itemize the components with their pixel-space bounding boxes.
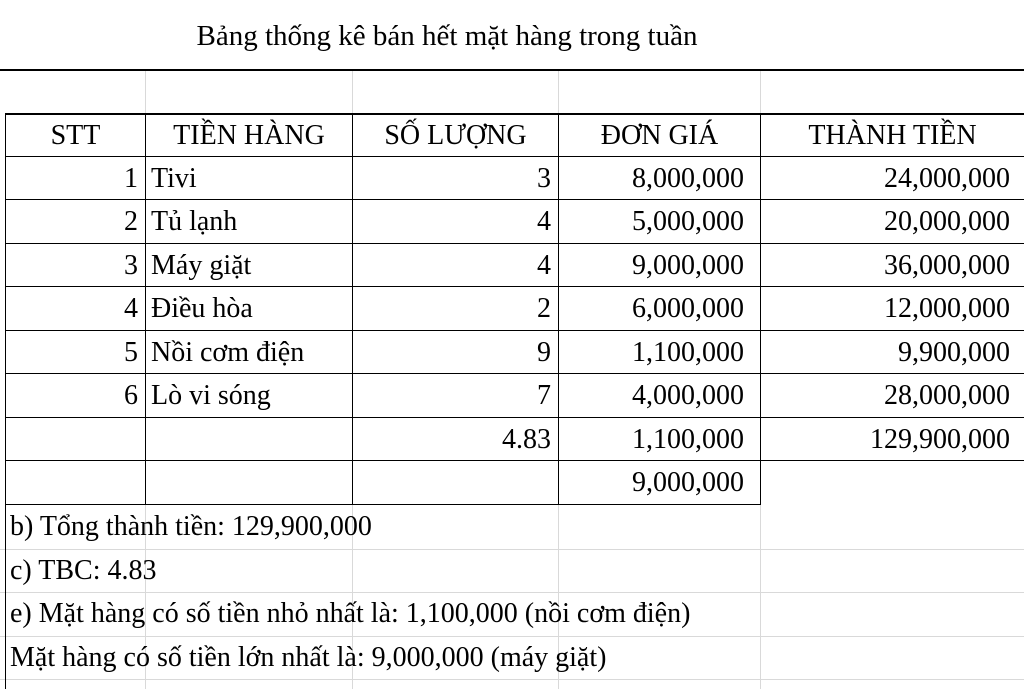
cell-min-price[interactable]: 1,100,000 (632, 424, 744, 455)
title-underline (0, 69, 1024, 71)
cell-so-luong[interactable]: 9 (537, 337, 551, 368)
sheet-title: Bảng thống kê bán hết mặt hàng trong tuần (196, 20, 698, 52)
grid-line (0, 679, 1024, 680)
header-thanh-tien: THÀNH TIỀN (808, 120, 977, 151)
cell-stt[interactable]: 2 (124, 206, 138, 237)
cell-thanh-tien[interactable]: 24,000,000 (884, 163, 1010, 194)
header-so-luong: SỐ LƯỢNG (384, 120, 527, 151)
cell-don-gia[interactable]: 6,000,000 (632, 293, 744, 324)
cell-thanh-tien[interactable]: 36,000,000 (884, 250, 1010, 281)
table-border (145, 113, 146, 504)
cell-so-luong[interactable]: 4 (537, 206, 551, 237)
cell-stt[interactable]: 6 (124, 380, 138, 411)
cell-thanh-tien[interactable]: 28,000,000 (884, 380, 1010, 411)
cell-don-gia[interactable]: 5,000,000 (632, 206, 744, 237)
cell-tien-hang[interactable]: Nồi cơm điện (151, 337, 305, 368)
cell-don-gia[interactable]: 8,000,000 (632, 163, 744, 194)
cell-stt[interactable]: 3 (124, 250, 138, 281)
header-stt: STT (50, 120, 101, 151)
cell-stt[interactable]: 1 (124, 163, 138, 194)
header-don-gia: ĐƠN GIÁ (600, 120, 719, 151)
cell-so-luong[interactable]: 3 (537, 163, 551, 194)
cell-total-amount[interactable]: 129,900,000 (870, 424, 1010, 455)
note-total[interactable]: b) Tổng thành tiền: 129,900,000 (10, 511, 372, 542)
cell-stt[interactable]: 4 (124, 293, 138, 324)
cell-thanh-tien[interactable]: 9,900,000 (898, 337, 1010, 368)
cell-tien-hang[interactable]: Lò vi sóng (151, 380, 271, 411)
cell-thanh-tien[interactable]: 20,000,000 (884, 206, 1010, 237)
cell-tien-hang[interactable]: Máy giặt (151, 250, 252, 281)
note-min-item[interactable]: e) Mặt hàng có số tiền nhỏ nhất là: 1,100,000 (nồi cơm điện) (10, 598, 691, 629)
cell-average-quantity[interactable]: 4.83 (502, 424, 551, 455)
cell-tien-hang[interactable]: Điều hòa (151, 293, 253, 324)
cell-thanh-tien[interactable]: 12,000,000 (884, 293, 1010, 324)
cell-don-gia[interactable]: 9,000,000 (632, 250, 744, 281)
note-max-item[interactable]: Mặt hàng có số tiền lớn nhất là: 9,000,000 (máy giặt) (10, 642, 607, 673)
cell-so-luong[interactable]: 7 (537, 380, 551, 411)
header-tien-hang: TIỀN HÀNG (173, 120, 325, 151)
cell-tien-hang[interactable]: Tủ lạnh (151, 206, 238, 237)
cell-don-gia[interactable]: 4,000,000 (632, 380, 744, 411)
cell-so-luong[interactable]: 4 (537, 250, 551, 281)
cell-don-gia[interactable]: 1,100,000 (632, 337, 744, 368)
cell-tien-hang[interactable]: Tivi (151, 163, 197, 194)
cell-so-luong[interactable]: 2 (537, 293, 551, 324)
cell-max-price[interactable]: 9,000,000 (632, 467, 744, 498)
note-average[interactable]: c) TBC: 4.83 (10, 555, 157, 586)
cell-stt[interactable]: 5 (124, 337, 138, 368)
